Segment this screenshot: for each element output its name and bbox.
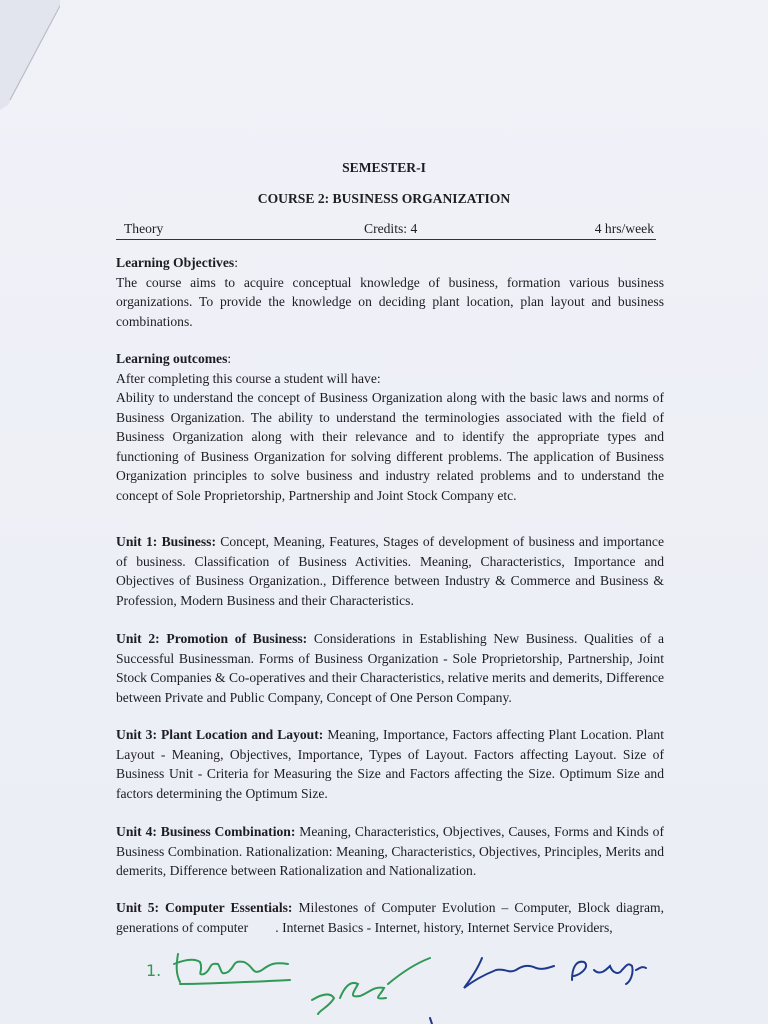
- unit-1: [116, 532, 664, 610]
- learning-outcomes-section: Learning outcomes: After completing this course a student will have: Ability to understand the concept of Business Organization along with the basic laws and norms of Business Organization. The ability to understand the terminologies associated with the field of Business Organization along with their relevance and to identify the appropriate types and functioning of Business Organization for solving different problems. The application of Business Organization principles to solve business and industry related problems and to understand the concept of Sole Proprietorship, Partnership and Joint Stock Company etc.: [116, 349, 664, 505]
- signature-3: [430, 958, 646, 1024]
- learning-objectives-heading: Learning Objectives: [116, 255, 235, 270]
- learning-objectives-text: The course aims to acquire conceptual knowledge of business, formation various business organizations. To provide the knowledge on deciding plant location, plan layout and business combinations.: [116, 274, 664, 329]
- unit-2-text: Considerations in Establishing New Business. Qualities of a Successful Businessman. Forms of Business Organization - Sole Proprietorship, Partnership, Joint Stock Companies & Co-operatives and their Characteristics, relative merits and demerits, Difference between Private and Public Company, Concept of One Person Company.: [116, 631, 664, 705]
- unit-3-text: Meaning, Importance, Factors affecting Plant Location. Plant Layout - Meaning, Objectives, Importance, Types of Layout. Factors affecting Layout. Size of Business Unit - Criteria for Measuring the Size and Factors affecting the Size. Optimum Size and factors determining the Optimum Size.: [116, 727, 664, 801]
- course-type: Theory: [124, 221, 164, 236]
- unit-2: [116, 629, 664, 707]
- course-hours: 4 hrs/week: [594, 221, 654, 236]
- signatures: [0, 940, 768, 1024]
- course-credits: Credits: 4: [364, 221, 418, 236]
- learning-outcomes-text: Ability to understand the concept of Business Organization along with the basic laws and norms of Business Organization. The ability to understand the terminologies associated with the field of Business Organization along with their relevance and to identify the appropriate types and functioning of Business Organization for solving different problems. The application of Business Organization principles to solve business and industry related problems and to understand the concept of Sole Proprietorship, Partnership and Joint Stock Company etc.: [116, 390, 664, 503]
- unit-1-text: Concept, Meaning, Features, Stages of development of business and importance of business. Classification of Business Activities. Meaning, Characteristics, Importance and Objectives of Business Organization., Difference between Industry & Commerce and Business & Profession, Modern Business and their Characteristics.: [116, 534, 664, 608]
- folded-corner: [0, 0, 60, 110]
- signature-2: [312, 958, 430, 1014]
- unit-1-title: Unit 1: Business:: [116, 534, 216, 549]
- unit-4: [116, 822, 664, 881]
- unit-2-title: Unit 2: Promotion of Business:: [116, 631, 308, 646]
- unit-3: [116, 725, 664, 803]
- unit-3-title: Unit 3: Plant Location and Layout:: [116, 727, 324, 742]
- learning-outcomes-intro: After completing this course a student will have:: [116, 370, 381, 386]
- semester-title: SEMESTER-I: [342, 160, 426, 175]
- unit-4-text: Meaning, Characteristics, Objectives, Causes, Forms and Kinds of Business Combination. Rationalization: Meaning, Characteristics, Objectives, Principles, Merits and demerits, Difference between Rationalization and Nationalization.: [116, 824, 665, 878]
- unit-5: [116, 898, 668, 937]
- course-meta-row: [116, 221, 656, 240]
- unit-4-title: Unit 4: Business Combination:: [116, 824, 296, 839]
- signature-1-number: 1.: [146, 961, 162, 980]
- unit-5-text: Milestones of Computer Evolution – Computer, Block diagram, generations of computer . Internet Basics - Internet, history, Internet Service Providers,: [116, 900, 668, 935]
- learning-outcomes-heading: Learning outcomes: [116, 351, 228, 366]
- unit-5-title: Unit 5: Computer Essentials:: [116, 900, 293, 915]
- learning-objectives-section: Learning Objectives: The course aims to acquire conceptual knowledge of business, formation various business organizations. To provide the knowledge on deciding plant location, plan layout and business combinations.: [116, 253, 664, 331]
- course-title: COURSE 2: BUSINESS ORGANIZATION: [257, 191, 511, 206]
- signature-1: [146, 954, 290, 984]
